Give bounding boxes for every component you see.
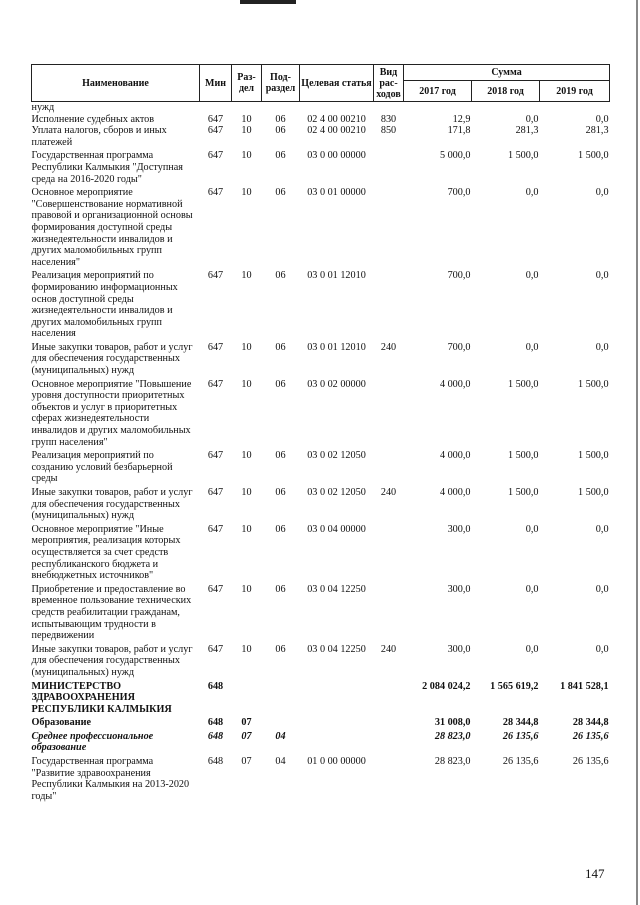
row-razdel: 10	[241, 378, 252, 390]
header-2017: 2017 год	[404, 81, 472, 102]
row-name: Иные закупки товаров, работ и услуг для обеспечения государственных (муниципальных) нужд	[31, 487, 193, 522]
header-vid: Вид рас- ходов	[374, 65, 404, 102]
row-vid	[374, 268, 404, 340]
row-vid	[374, 679, 404, 716]
table-row	[32, 340, 610, 377]
row-razdel: 07	[241, 730, 252, 742]
row-vid	[374, 148, 404, 185]
row-name: Уплата налогов, сборов и иных платежей	[31, 125, 167, 148]
row-razdel	[232, 102, 262, 114]
header-2018: 2018 год	[472, 81, 540, 102]
row-podrazdel: 06	[275, 643, 286, 655]
row-vid: 850	[380, 125, 397, 137]
row-vid	[374, 729, 404, 754]
row-target: 02 4 00 00210	[307, 125, 366, 137]
row-target: 03 0 01 12010	[307, 341, 366, 353]
row-vid	[374, 448, 404, 485]
row-podrazdel: 06	[275, 583, 286, 595]
row-sum-2018: 0,0	[525, 583, 539, 595]
row-sum-2019: 1 500,0	[577, 487, 609, 498]
table-row	[32, 268, 610, 340]
row-sum-2017: 28 823,0	[434, 730, 471, 742]
row-sum-2017: 300,0	[447, 523, 471, 535]
row-name: Государственная программа Республики Калмыкия "Доступная среда на 2016-2020 годы"	[31, 150, 183, 185]
header-2019: 2019 год	[540, 81, 610, 102]
row-min: 648	[207, 756, 224, 768]
row-sum-2018: 26 135,6	[502, 730, 539, 742]
row-sum-2019: 0,0	[595, 643, 609, 655]
row-name: Реализация мероприятий по формированию информационных основ доступной среды жизнедеятельности инвалидов и других маломобильных групп населения	[31, 270, 178, 340]
table-row	[32, 642, 610, 679]
row-sum-2019: 26 135,6	[572, 756, 609, 768]
header-min: Мин	[200, 65, 232, 102]
row-vid: 240	[380, 487, 397, 498]
table-row	[32, 114, 610, 126]
row-sum-2019: 0,0	[595, 113, 609, 125]
row-min: 647	[207, 583, 224, 595]
row-min: 647	[207, 187, 224, 199]
row-podrazdel: 06	[275, 450, 286, 462]
table-row	[32, 754, 610, 802]
row-target: 03 0 01 12010	[307, 270, 366, 282]
row-min: 647	[207, 378, 224, 390]
row-sum-2018: 1 500,0	[507, 450, 539, 462]
row-podrazdel: 04	[275, 730, 286, 742]
row-name: Основное мероприятие "Повышение уровня доступности приоритетных объектов и услуг в приоритетных сферах жизнедеятельности инвалидов и других маломобильных групп населения"	[31, 378, 192, 448]
row-min: 647	[207, 450, 224, 462]
row-name: Государственная программа "Развитие здравоохранения Республики Калмыкия на 2013-2020 годы"	[31, 756, 190, 802]
row-podrazdel	[262, 679, 300, 716]
table-row	[32, 715, 610, 729]
table-row	[32, 485, 610, 522]
row-razdel: 10	[241, 450, 252, 462]
row-target: 03 0 02 12050	[307, 450, 366, 462]
row-razdel	[232, 679, 262, 716]
row-razdel: 10	[241, 341, 252, 353]
row-sum-2017: 5 000,0	[439, 150, 471, 162]
row-sum-2018: 0,0	[525, 187, 539, 199]
row-name: МИНИСТЕРСТВО ЗДРАВООХРАНЕНИЯ РЕСПУБЛИКИ КАЛМЫКИЯ	[31, 680, 172, 715]
row-razdel: 10	[241, 487, 252, 498]
row-sum-2019: 0,0	[595, 583, 609, 595]
row-sum-2019: 28 344,8	[572, 717, 609, 729]
row-podrazdel: 06	[275, 150, 286, 162]
row-sum-2018: 0,0	[525, 523, 539, 535]
row-name: Иные закупки товаров, работ и услуг для обеспечения государственных (муниципальных) нужд	[31, 341, 193, 377]
row-vid	[374, 102, 404, 114]
row-min: 648	[207, 680, 224, 692]
row-razdel: 07	[241, 756, 252, 768]
header-sum: Сумма	[404, 65, 610, 81]
row-vid	[374, 582, 404, 642]
row-name: Среднее профессиональное образование	[31, 730, 154, 754]
row-vid: 240	[380, 341, 397, 353]
row-target: 03 0 02 12050	[307, 487, 366, 498]
row-min: 648	[207, 730, 224, 742]
row-name: Исполнение судебных актов	[31, 113, 155, 125]
row-target	[300, 102, 374, 114]
row-sum-2019: 1 841 528,1	[560, 680, 609, 692]
row-sum-2018: 0,0	[525, 113, 539, 125]
row-razdel: 10	[241, 583, 252, 595]
row-min: 647	[207, 270, 224, 282]
row-podrazdel: 06	[275, 270, 286, 282]
row-sum-2017: 300,0	[447, 643, 471, 655]
row-sum-2019: 281,3	[585, 125, 609, 137]
row-sum-2019: 0,0	[595, 523, 609, 535]
row-vid	[374, 522, 404, 582]
row-target: 03 0 01 00000	[307, 187, 366, 199]
table-row	[32, 148, 610, 185]
row-podrazdel: 06	[275, 487, 286, 498]
row-vid	[374, 185, 404, 268]
row-sum-2019: 0,0	[595, 270, 609, 282]
row-sum-2019: 1 500,0	[577, 150, 609, 162]
row-podrazdel: 06	[275, 523, 286, 535]
row-razdel: 10	[241, 187, 252, 199]
row-sum-2019: 26 135,6	[572, 730, 609, 742]
table-row	[32, 729, 610, 754]
row-vid	[374, 715, 404, 729]
row-sum-2018: 1 565 619,2	[490, 680, 539, 692]
row-podrazdel	[262, 715, 300, 729]
row-name: Иные закупки товаров, работ и услуг для обеспечения государственных (муниципальных) нужд	[31, 643, 193, 678]
row-name: Приобретение и предоставление во временное пользование технических средств реабилитации гражданам, испытывающим трудности в передвижении	[31, 583, 192, 642]
row-sum-2018: 26 135,6	[502, 756, 539, 768]
row-name: Реализация мероприятий по созданию условий безбарьерной среды	[31, 450, 173, 485]
row-razdel: 10	[241, 523, 252, 535]
row-min	[200, 102, 232, 114]
row-sum-2017: 4 000,0	[439, 487, 471, 498]
row-sum-2018	[472, 102, 540, 114]
row-target: 03 0 04 12250	[307, 643, 366, 655]
row-sum-2018: 28 344,8	[502, 717, 539, 729]
budget-table	[31, 64, 610, 802]
row-name: Основное мероприятие "Совершенствование нормативной правовой и организационной основы формирования доступной среды жизнедеятельности инвалидов и других маломобильных групп населения"	[31, 187, 193, 268]
header-name: Наименование	[32, 65, 200, 102]
row-min: 647	[207, 487, 224, 498]
table-body	[32, 102, 610, 803]
row-sum-2018: 1 500,0	[507, 150, 539, 162]
table-row	[32, 185, 610, 268]
table-row	[32, 522, 610, 582]
right-edge-line	[636, 0, 638, 905]
row-podrazdel: 06	[275, 125, 286, 137]
row-podrazdel: 06	[275, 378, 286, 390]
row-sum-2017: 700,0	[447, 187, 471, 199]
row-sum-2018: 1 500,0	[507, 378, 539, 390]
row-sum-2017: 300,0	[447, 583, 471, 595]
row-min: 647	[207, 341, 224, 353]
row-sum-2019: 1 500,0	[577, 450, 609, 462]
row-podrazdel: 06	[275, 187, 286, 199]
row-razdel: 10	[241, 270, 252, 282]
row-target: 03 0 02 00000	[307, 378, 366, 390]
row-min: 647	[207, 643, 224, 655]
row-sum-2018: 281,3	[515, 125, 539, 137]
header-target: Целевая статья	[300, 65, 374, 102]
table-row	[32, 582, 610, 642]
table-row	[32, 377, 610, 449]
row-sum-2017: 171,8	[447, 125, 471, 137]
row-podrazdel	[262, 102, 300, 114]
row-podrazdel: 06	[275, 113, 286, 125]
row-target	[300, 715, 374, 729]
row-podrazdel: 06	[275, 341, 286, 353]
row-razdel: 10	[241, 643, 252, 655]
row-sum-2017: 28 823,0	[434, 756, 471, 768]
row-sum-2017: 700,0	[447, 270, 471, 282]
row-sum-2019: 1 500,0	[577, 378, 609, 390]
table-header	[32, 65, 610, 102]
row-target	[300, 679, 374, 716]
row-name: Образование	[31, 717, 92, 729]
row-sum-2017: 31 008,0	[434, 717, 471, 729]
row-sum-2019: 0,0	[595, 187, 609, 199]
row-sum-2017: 700,0	[447, 341, 471, 353]
row-min: 648	[207, 717, 224, 729]
row-sum-2019	[540, 102, 610, 114]
row-name: Основное мероприятие "Иные мероприятия, реализация которых осуществляется за счет средств республиканского бюджета и внебюджетных источников"	[31, 523, 181, 582]
row-sum-2018: 0,0	[525, 643, 539, 655]
row-sum-2018: 1 500,0	[507, 487, 539, 498]
row-podrazdel: 04	[275, 756, 286, 768]
row-target: 03 0 04 12250	[307, 583, 366, 595]
row-sum-2018: 0,0	[525, 341, 539, 353]
row-sum-2019: 0,0	[595, 341, 609, 353]
row-target: 01 0 00 00000	[307, 756, 366, 768]
row-razdel: 10	[241, 125, 252, 137]
header-podrazdel: Под- раздел	[262, 65, 300, 102]
table-row	[32, 679, 610, 716]
row-min: 647	[207, 523, 224, 535]
header-razdel: Раз- дел	[232, 65, 262, 102]
row-vid	[374, 754, 404, 802]
row-sum-2017: 4 000,0	[439, 378, 471, 390]
row-target: 03 0 00 00000	[307, 150, 366, 162]
row-min: 647	[207, 113, 224, 125]
row-sum-2017	[404, 102, 472, 114]
row-razdel: 10	[241, 113, 252, 125]
row-target: 03 0 04 00000	[307, 523, 366, 535]
row-vid: 830	[380, 113, 397, 125]
row-sum-2017: 2 084 024,2	[422, 680, 471, 692]
row-vid: 240	[380, 643, 397, 655]
table-row	[32, 125, 610, 148]
row-min: 647	[207, 150, 224, 162]
page-number: 147	[585, 866, 605, 881]
row-name: нужд	[31, 102, 55, 113]
row-vid	[374, 377, 404, 449]
row-sum-2017: 4 000,0	[439, 450, 471, 462]
row-razdel: 07	[241, 717, 252, 729]
row-sum-2017: 12,9	[452, 113, 471, 125]
row-target	[300, 729, 374, 754]
row-sum-2018: 0,0	[525, 270, 539, 282]
row-target: 02 4 00 00210	[307, 113, 366, 125]
row-min: 647	[207, 125, 224, 137]
table-row	[32, 102, 610, 114]
table-row	[32, 448, 610, 485]
top-edge-mark	[240, 0, 296, 4]
row-razdel: 10	[241, 150, 252, 162]
